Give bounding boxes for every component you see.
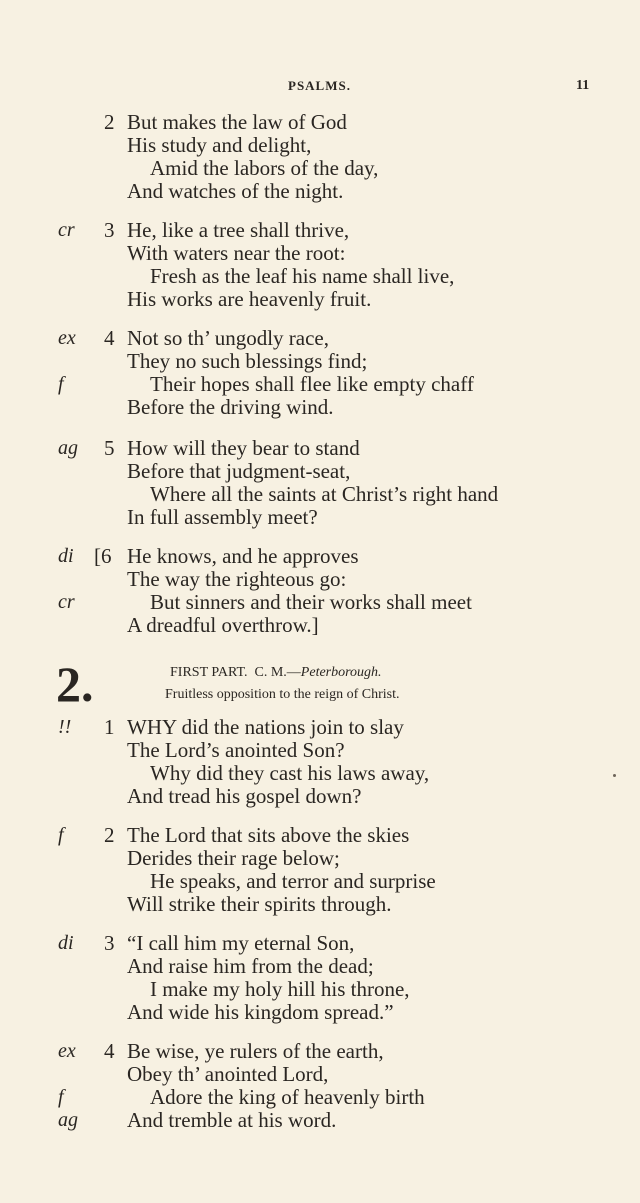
verse-text: WHY did the nations join to slay [127,715,404,739]
verse-line [0,977,640,1001]
dynamic-mark: cr [58,591,75,613]
hymn-heading [170,664,382,682]
running-title: PSALMS. [288,78,351,93]
verse-line [0,156,640,180]
verse-number: 5 [104,436,115,460]
dynamic-mark: di [58,932,74,954]
verse-text: He speaks, and terror and surprise [150,869,436,893]
verse-text: Where all the saints at Christ’s right hand [150,482,499,506]
verse-line [0,1108,640,1132]
verse-line [0,590,640,614]
verse-line [0,287,640,311]
verse-text: The Lord that sits above the skies [127,823,410,847]
hymn-tune: Peterborough. [300,665,382,680]
hymn-dash: — [286,665,301,680]
verse-text: Amid the labors of the day, [150,156,379,180]
running-head [0,78,640,98]
verse-line [0,326,640,350]
dynamic-mark: !! [58,716,72,738]
verse-text: Before that judgment-seat, [127,459,351,483]
verse-text: But sinners and their works shall meet [150,590,472,614]
verse-text: Will strike their spirits through. [127,892,392,916]
verse-text: Not so th’ ungodly race, [127,326,329,350]
verse-text: And raise him from the dead; [127,954,374,978]
hymn-meter: C. M. [254,665,287,680]
dynamic-mark: ex [58,1040,76,1062]
verse-text: And watches of the night. [127,179,344,203]
dynamic-mark: ag [58,437,78,459]
verse-line [0,349,640,373]
verse-line [0,823,640,847]
verse-line [0,179,640,203]
verse-text: Be wise, ye rulers of the earth, [127,1039,384,1063]
verse-line [0,1000,640,1024]
verse-line [0,482,640,506]
dynamic-mark: f [58,1086,64,1108]
paper-speck [613,774,616,777]
verse-line [0,110,640,134]
verse-text: Why did they cast his laws away, [150,761,430,785]
dynamic-mark: ex [58,327,76,349]
verse-text: He, like a tree shall thrive, [127,218,350,242]
verse-line [0,761,640,785]
verse-text: How will they bear to stand [127,436,360,460]
page-number: 11 [576,78,590,93]
verse-number: 3 [104,218,115,242]
hymn-part: FIRST PART. [170,665,248,680]
dynamic-mark: ag [58,1109,78,1131]
verse-number: 1 [104,715,115,739]
verse-line [0,954,640,978]
hymn-subtitle: Fruitless opposition to the reign of Christ. [165,687,400,702]
verse-line [0,931,640,955]
verse-line [0,1085,640,1109]
verse-line [0,505,640,529]
verse-line [0,715,640,739]
verse-line [0,846,640,870]
verse-number: 4 [104,1039,115,1063]
verse-text: Obey th’ anointed Lord, [127,1062,329,1086]
dynamic-mark: f [58,824,64,846]
verse-text: With waters near the root: [127,241,346,265]
verse-text: He knows, and he approves [127,544,359,568]
verse-text: Adore the king of heavenly birth [150,1085,425,1109]
verse-line [0,784,640,808]
verse-number: 2 [104,823,115,847]
verse-number: 3 [104,931,115,955]
verse-text: Before the driving wind. [127,395,334,419]
verse-line [0,218,640,242]
verse-line [0,567,640,591]
verse-number: 2 [104,110,115,134]
verse-number: 4 [104,326,115,350]
verse-line [0,1039,640,1063]
verse-line [0,613,640,637]
verse-line [0,1062,640,1086]
verse-text: “I call him my eternal Son, [127,931,355,955]
dynamic-mark: di [58,545,74,567]
verse-line [0,892,640,916]
verse-text: And wide his kingdom spread.” [127,1000,394,1024]
verse-text: And tremble at his word. [127,1108,337,1132]
verse-text: The Lord’s anointed Son? [127,738,345,762]
verse-number: [6 [94,544,112,568]
verse-text: I make my holy hill his throne, [150,977,410,1001]
verse-text: His works are heavenly fruit. [127,287,372,311]
verse-text: The way the righteous go: [127,567,347,591]
verse-line [0,264,640,288]
verse-text: In full assembly meet? [127,505,318,529]
verse-text: Derides their rage below; [127,846,340,870]
verse-text: His study and delight, [127,133,312,157]
verse-text: They no such blessings find; [127,349,368,373]
verse-line [0,436,640,460]
verse-text: Their hopes shall flee like empty chaff [150,372,474,396]
dynamic-mark: f [58,373,64,395]
verse-line [0,372,640,396]
verse-text: But makes the law of God [127,110,347,134]
verse-text: And tread his gospel down? [127,784,362,808]
verse-line [0,869,640,893]
verse-text: A dreadful overthrow.] [127,613,319,637]
verse-line [0,133,640,157]
dynamic-mark: cr [58,219,75,241]
hymn-number: 2. [56,656,94,712]
verse-line [0,395,640,419]
verse-line [0,738,640,762]
verse-line [0,544,640,568]
verse-line [0,241,640,265]
verse-text: Fresh as the leaf his name shall live, [150,264,455,288]
verse-line [0,459,640,483]
